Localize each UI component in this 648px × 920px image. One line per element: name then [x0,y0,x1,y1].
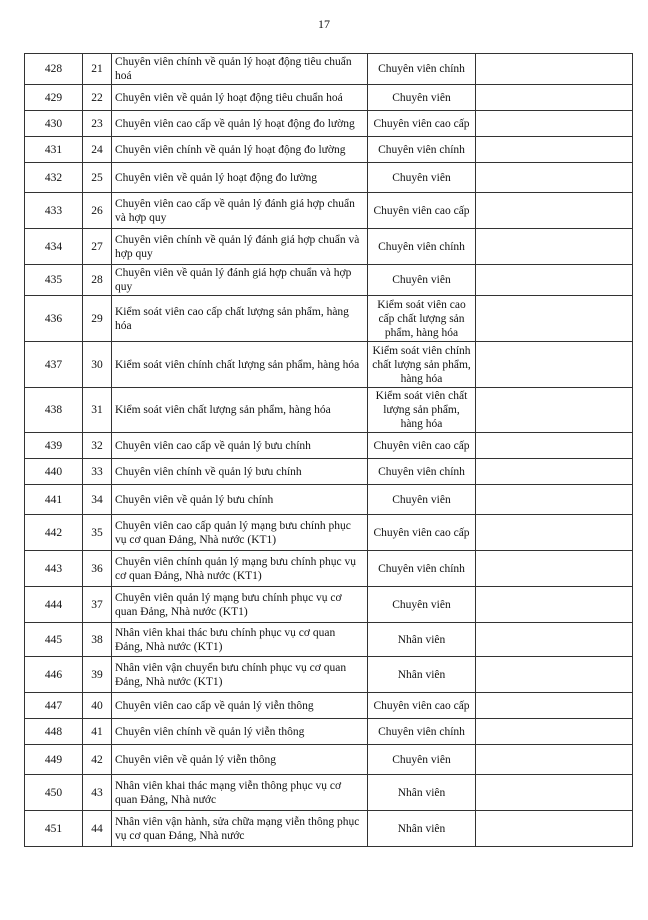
table-row [25,485,633,515]
row-number-cell: 30 [83,342,112,388]
position-name-cell: Chuyên viên chính về quản lý hoạt động đo lường [112,137,368,163]
table-row [25,433,633,459]
position-name-cell: Nhân viên khai thác mạng viễn thông phục vụ cơ quan Đảng, Nhà nước [112,775,368,811]
table-row [25,193,633,229]
row-number-cell: 40 [83,693,112,719]
row-number-cell: 32 [83,433,112,459]
row-index-cell: 430 [25,111,83,137]
position-name-cell: Chuyên viên về quản lý hoạt động tiêu chuẩn hoá [112,85,368,111]
row-number-cell: 23 [83,111,112,137]
blank-cell [476,137,633,163]
position-name-cell: Chuyên viên cao cấp về quản lý đánh giá hợp chuẩn và hợp quy [112,193,368,229]
row-number-cell: 28 [83,265,112,296]
blank-cell [476,111,633,137]
table-row [25,229,633,265]
rank-cell: Nhân viên [368,775,476,811]
blank-cell [476,229,633,265]
rank-cell: Chuyên viên chính [368,551,476,587]
blank-cell [476,623,633,657]
blank-cell [476,163,633,193]
table-row [25,296,633,342]
table-row [25,85,633,111]
row-number-cell: 41 [83,719,112,745]
row-index-cell: 435 [25,265,83,296]
table-row [25,551,633,587]
rank-cell: Chuyên viên cao cấp [368,693,476,719]
row-index-cell: 445 [25,623,83,657]
position-name-cell: Chuyên viên chính quản lý mạng bưu chính phục vụ cơ quan Đảng, Nhà nước (KT1) [112,551,368,587]
row-number-cell: 33 [83,459,112,485]
blank-cell [476,485,633,515]
table-body [25,54,633,847]
table-row [25,163,633,193]
blank-cell [476,54,633,85]
blank-cell [476,551,633,587]
position-name-cell: Kiểm soát viên chất lượng sản phẩm, hàng hóa [112,388,368,433]
row-number-cell: 36 [83,551,112,587]
table-row [25,54,633,85]
table-row [25,693,633,719]
rank-cell: Nhân viên [368,811,476,847]
row-number-cell: 38 [83,623,112,657]
row-index-cell: 440 [25,459,83,485]
row-index-cell: 444 [25,587,83,623]
row-index-cell: 432 [25,163,83,193]
rank-cell: Kiểm soát viên cao cấp chất lượng sản phẩm, hàng hóa [368,296,476,342]
position-name-cell: Chuyên viên cao cấp về quản lý viễn thông [112,693,368,719]
rank-cell: Chuyên viên chính [368,719,476,745]
rank-cell: Chuyên viên [368,485,476,515]
row-number-cell: 37 [83,587,112,623]
position-name-cell: Nhân viên vận hành, sửa chữa mạng viễn thông phục vụ cơ quan Đảng, Nhà nước [112,811,368,847]
row-number-cell: 29 [83,296,112,342]
row-number-cell: 25 [83,163,112,193]
blank-cell [476,775,633,811]
rank-cell: Chuyên viên chính [368,459,476,485]
blank-cell [476,515,633,551]
rank-cell: Chuyên viên cao cấp [368,193,476,229]
table-row [25,388,633,433]
position-name-cell: Chuyên viên chính về quản lý viễn thông [112,719,368,745]
rank-cell: Chuyên viên [368,163,476,193]
blank-cell [476,265,633,296]
position-name-cell: Nhân viên khai thác bưu chính phục vụ cơ quan Đảng, Nhà nước (KT1) [112,623,368,657]
page-number: 17 [318,17,330,31]
row-index-cell: 429 [25,85,83,111]
blank-cell [476,811,633,847]
blank-cell [476,85,633,111]
blank-cell [476,388,633,433]
row-index-cell: 434 [25,229,83,265]
table-row [25,719,633,745]
position-name-cell: Chuyên viên về quản lý bưu chính [112,485,368,515]
rank-cell: Nhân viên [368,623,476,657]
row-number-cell: 27 [83,229,112,265]
position-name-cell: Nhân viên vận chuyển bưu chính phục vụ cơ quan Đảng, Nhà nước (KT1) [112,657,368,693]
rank-cell: Chuyên viên chính [368,137,476,163]
blank-cell [476,745,633,775]
rank-cell: Chuyên viên cao cấp [368,433,476,459]
table-row [25,775,633,811]
row-index-cell: 451 [25,811,83,847]
table-row [25,745,633,775]
table-row [25,265,633,296]
row-number-cell: 34 [83,485,112,515]
table-row [25,137,633,163]
row-index-cell: 431 [25,137,83,163]
rank-cell: Kiểm soát viên chính chất lượng sản phẩm, hàng hóa [368,342,476,388]
blank-cell [476,657,633,693]
position-name-cell: Kiểm soát viên cao cấp chất lượng sản phẩm, hàng hóa [112,296,368,342]
row-number-cell: 43 [83,775,112,811]
position-name-cell: Chuyên viên quản lý mạng bưu chính phục vụ cơ quan Đảng, Nhà nước (KT1) [112,587,368,623]
rank-cell: Nhân viên [368,657,476,693]
row-index-cell: 450 [25,775,83,811]
row-index-cell: 437 [25,342,83,388]
position-name-cell: Chuyên viên về quản lý đánh giá hợp chuẩn và hợp quy [112,265,368,296]
position-name-cell: Chuyên viên cao cấp về quản lý bưu chính [112,433,368,459]
rank-cell: Chuyên viên cao cấp [368,515,476,551]
row-index-cell: 448 [25,719,83,745]
row-index-cell: 449 [25,745,83,775]
blank-cell [476,719,633,745]
position-name-cell: Chuyên viên chính về quản lý hoạt động tiêu chuẩn hoá [112,54,368,85]
position-name-cell: Chuyên viên về quản lý hoạt động đo lường [112,163,368,193]
blank-cell [476,296,633,342]
position-table [24,53,633,847]
row-index-cell: 438 [25,388,83,433]
table-row [25,657,633,693]
row-index-cell: 439 [25,433,83,459]
row-number-cell: 39 [83,657,112,693]
row-number-cell: 31 [83,388,112,433]
position-name-cell: Kiểm soát viên chính chất lượng sản phẩm, hàng hóa [112,342,368,388]
table-row [25,342,633,388]
rank-cell: Chuyên viên cao cấp [368,111,476,137]
rank-cell: Chuyên viên [368,745,476,775]
table-row [25,459,633,485]
rank-cell: Chuyên viên [368,587,476,623]
position-name-cell: Chuyên viên cao cấp về quản lý hoạt động đo lường [112,111,368,137]
row-number-cell: 22 [83,85,112,111]
blank-cell [476,693,633,719]
row-index-cell: 446 [25,657,83,693]
row-index-cell: 441 [25,485,83,515]
table-row [25,623,633,657]
row-number-cell: 26 [83,193,112,229]
table-row [25,587,633,623]
row-number-cell: 24 [83,137,112,163]
blank-cell [476,193,633,229]
blank-cell [476,433,633,459]
position-name-cell: Chuyên viên chính về quản lý bưu chính [112,459,368,485]
row-index-cell: 436 [25,296,83,342]
rank-cell: Chuyên viên chính [368,54,476,85]
row-index-cell: 442 [25,515,83,551]
position-name-cell: Chuyên viên chính về quản lý đánh giá hợp chuẩn và hợp quy [112,229,368,265]
rank-cell: Chuyên viên [368,265,476,296]
blank-cell [476,342,633,388]
row-number-cell: 42 [83,745,112,775]
table-row [25,515,633,551]
blank-cell [476,459,633,485]
position-name-cell: Chuyên viên cao cấp quản lý mạng bưu chính phục vụ cơ quan Đảng, Nhà nước (KT1) [112,515,368,551]
rank-cell: Kiểm soát viên chất lượng sản phẩm, hàng hóa [368,388,476,433]
rank-cell: Chuyên viên [368,85,476,111]
row-number-cell: 21 [83,54,112,85]
row-index-cell: 433 [25,193,83,229]
blank-cell [476,587,633,623]
row-index-cell: 447 [25,693,83,719]
row-index-cell: 428 [25,54,83,85]
row-number-cell: 35 [83,515,112,551]
table-row [25,811,633,847]
row-index-cell: 443 [25,551,83,587]
row-number-cell: 44 [83,811,112,847]
position-name-cell: Chuyên viên về quản lý viễn thông [112,745,368,775]
rank-cell: Chuyên viên chính [368,229,476,265]
table-row [25,111,633,137]
